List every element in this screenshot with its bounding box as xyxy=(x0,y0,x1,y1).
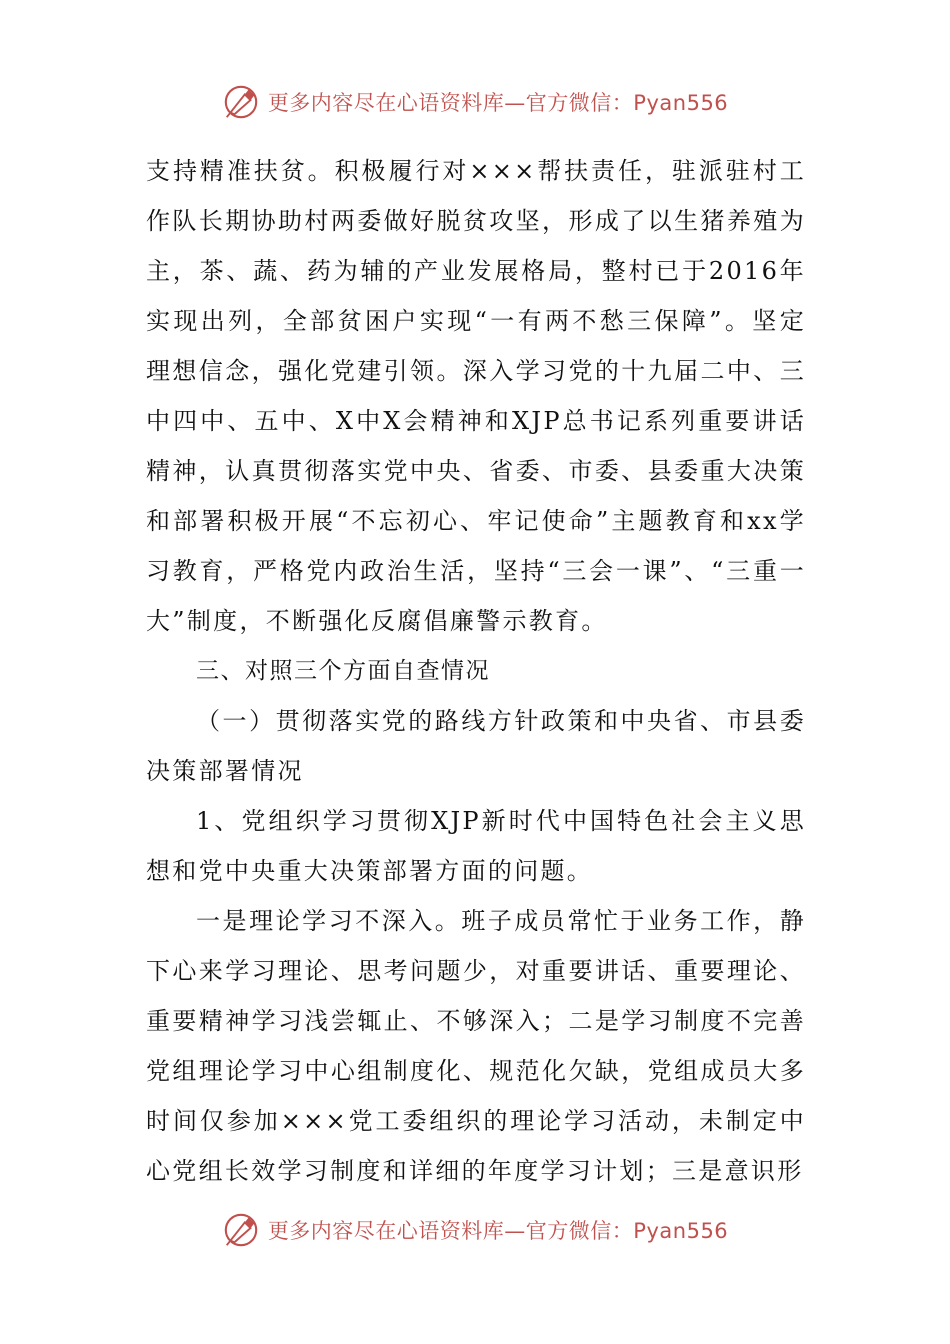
numbered-item: 1、党组织学习贯彻XJP新时代中国特色社会主义思想和党中央重大决策部署方面的问题。 xyxy=(146,807,806,885)
footer-watermark xyxy=(0,1208,950,1252)
body-paragraph: 支持精准扶贫。积极履行对×××帮扶责任，驻派驻村工作队长期协助村两委做好脱贫攻坚，形成了以生猪养殖为主，茶、蔬、药为辅的产业发展格局，整村已于2016年实现出列，全部贫困户实现“一有两不愁三保障”。坚定理想信念，强化党建引领。深入学习党的十九届二中、三中四中、五中、X中X会精神和XJP总书记系列重要讲话精神，认真贯彻落实党中央、省委、市委、县委重大决策和部署积极开展“不忘初心、牢记使命”主题教育和xx学习教育，严格党内政治生活，坚持“三会一课”、“三重一大”制度，不断强化反腐倡廉警示教育。 xyxy=(146,157,806,635)
watermark-text: 更多内容尽在心语资料库—官方微信：Pyan556 xyxy=(267,91,729,115)
section-heading: 三、对照三个方面自查情况 xyxy=(196,658,490,684)
header-watermark xyxy=(0,80,950,124)
document-body xyxy=(146,146,806,1196)
body-paragraph: 一是理论学习不深入。班子成员常忙于业务工作，静下心来学习理论、思考问题少，对重要讲话、重要理论、重要精神学习浅尝辄止、不够深入；二是学习制度不完善党组理论学习中心组制度化、规范化欠缺，党组成员大多时间仅参加×××党工委组织的理论学习活动，未制定中心党组长效学习制度和详细的年度学习计划；三是意识形 xyxy=(146,907,806,1185)
watermark-text: 更多内容尽在心语资料库—官方微信：Pyan556 xyxy=(267,1219,729,1243)
subsection-heading: （一）贯彻落实党的路线方针政策和中央省、市县委决策部署情况 xyxy=(146,707,806,785)
pen-nib-circle-icon xyxy=(222,1211,260,1249)
pen-nib-circle-icon xyxy=(222,83,260,121)
